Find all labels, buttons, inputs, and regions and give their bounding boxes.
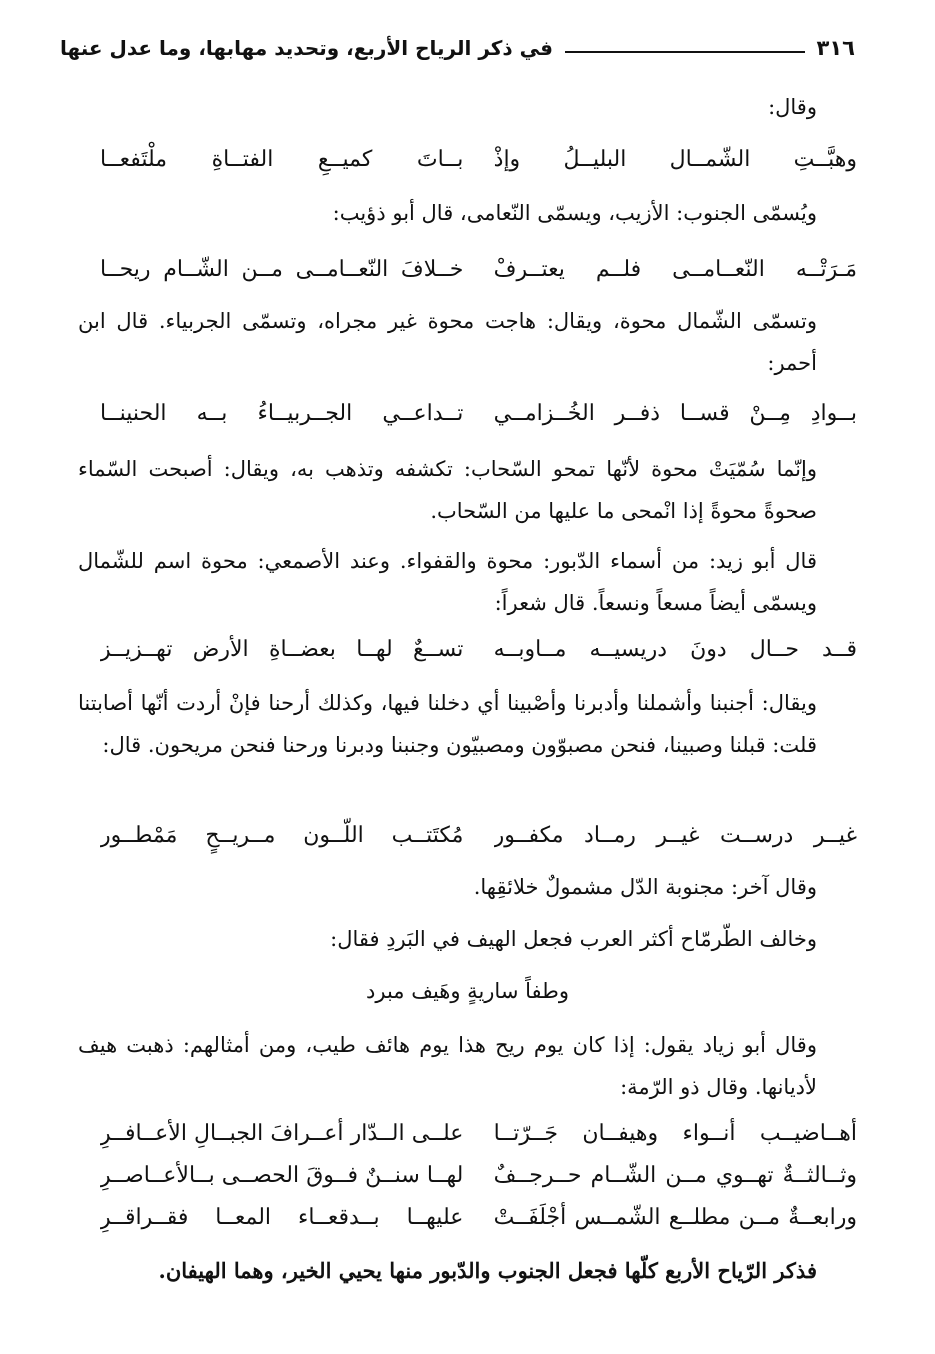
paragraph: وقال أبو زياد يقول: إذا كان يوم ريح هذا يوم هائف طيب، ومن أمثالهم: ذهبت هيف لأديانها. وقال ذو الرّمة: xyxy=(78,1033,817,1099)
page-number: ٣١٦ xyxy=(816,36,855,60)
text-line: ويُسمّى الجنوب: الأزيب، ويسمّى النّعامى، قال أبو ذؤيب: xyxy=(332,201,817,225)
verse-line xyxy=(100,394,857,434)
verse-first-hemistich: بــوادِ مِــنْ قســا ذفــر الخُــزامــي xyxy=(493,401,857,426)
paragraph: ويقال: أجنبنا وأشملنا وأدبرنا وأصْبينا أي دخلنا فيها، وكذلك أرحنا فإنْ أردت أنّها أصابتنا قلت: قبلنا وصبينا، فنحن مصبوّون ومصبيّون وجنبنا ودبرنا ورحنا فنحن مريحون. قال: xyxy=(78,691,817,757)
paragraph: وإنّما سُمّيَتْ محوة لأنّها تمحو السّحاب: تكشفه وتذهب به، ويقال: أصبحت السّماء صحوةً محوةً إذا انْمحى ما عليها من السّحاب. xyxy=(78,457,817,523)
verse-line xyxy=(100,250,857,290)
verse-line xyxy=(100,1114,857,1154)
verse-line xyxy=(100,630,857,670)
verse-second-hemistich: علــى الــدّار أعــرافَ الجبــالِ الأعــافــرِ xyxy=(100,1121,464,1146)
verse-second-hemistich: لهــا سنــنٌ فــوقَ الحصــى بــالأعــاصــرِ xyxy=(100,1163,464,1188)
paragraph: وتسمّى الشّمال محوة، ويقال: هاجت محوة غير مجراه، وتسمّى الجربياء. قال ابن أحمر: xyxy=(78,309,817,375)
verse-second-hemistich: خــلافَ النّعــامــى مــن الشّــام ريحــا xyxy=(100,257,464,282)
text-line: وقال: xyxy=(768,95,817,119)
verse-second-hemistich: تســعٌ لهــا بعضــاةِ الأرض تهــزيــز xyxy=(100,637,464,662)
chapter-title: في ذكر الرياح الأربع، وتحديد مهابها، وما عدل عنها xyxy=(60,36,553,60)
verse-line xyxy=(100,140,857,180)
verse-first-hemistich: أهــاضيــب أنــواء وهيفــان جَــرّتــا xyxy=(493,1121,857,1146)
paragraph: قال أبو زيد: من أسماء الدّبور: محوة والقفواء. وعند الأصمعي: محوة اسم للشّمال ويسمّى أيضاً مسعاً ونسعاً. قال شعراً: xyxy=(78,549,817,615)
centered-verse: وطفاً ساريةٍ وهَيف مبرد xyxy=(366,979,569,1003)
verse-line xyxy=(100,816,857,856)
verse-first-hemistich: قــد حــال دونَ دريسيــه مــاوبــه xyxy=(493,637,857,662)
verse-second-hemistich: عليهــا بــدقعــاء المعــا فقــراقــرِ xyxy=(100,1205,464,1230)
verse-line xyxy=(100,1156,857,1196)
closing-line: فذكر الرّياح الأربع كلّها فجعل الجنوب والدّبور منها يحيي الخير، وهما الهيفان. xyxy=(158,1258,817,1283)
verse-line xyxy=(100,1198,857,1238)
verse-first-hemistich: مَـرَتْــه النّعــامــى فلــم يعتــرفْ xyxy=(493,257,857,282)
text-line: وخالف الطّرمّاح أكثر العرب فجعل الهيف في البَردِ فقال: xyxy=(330,927,817,951)
verse-second-hemistich: تــداعــي الجــربيــاءُ بــه الحنينــا xyxy=(100,401,464,426)
verse-first-hemistich: وثــالثــةٌ تهــوي مــن الشّــام حــرجــفٌ xyxy=(493,1163,857,1188)
verse-first-hemistich: ورابعــةٌ مــن مطلــع الشّمــس أجْلَفَــتْ xyxy=(493,1205,857,1230)
header-rule xyxy=(565,51,805,53)
running-header xyxy=(60,30,855,66)
verse-first-hemistich: غيــر درســت غيــر رمــاد مكفــور xyxy=(493,823,857,848)
text-line: وقال آخر: مجنوبة الدّل مشمولٌ خلائقِها. xyxy=(473,875,817,899)
verse-first-hemistich: وهبَّــتِ الشّمــال البليــلُ وإذْ xyxy=(493,147,857,172)
verse-second-hemistich: بــاتَ كميــعِ الفتــاةِ ملْتَفعــا xyxy=(100,147,464,172)
verse-second-hemistich: مُكتَتــب اللّــون مــريــحٍ مَمْطــور xyxy=(100,823,464,848)
